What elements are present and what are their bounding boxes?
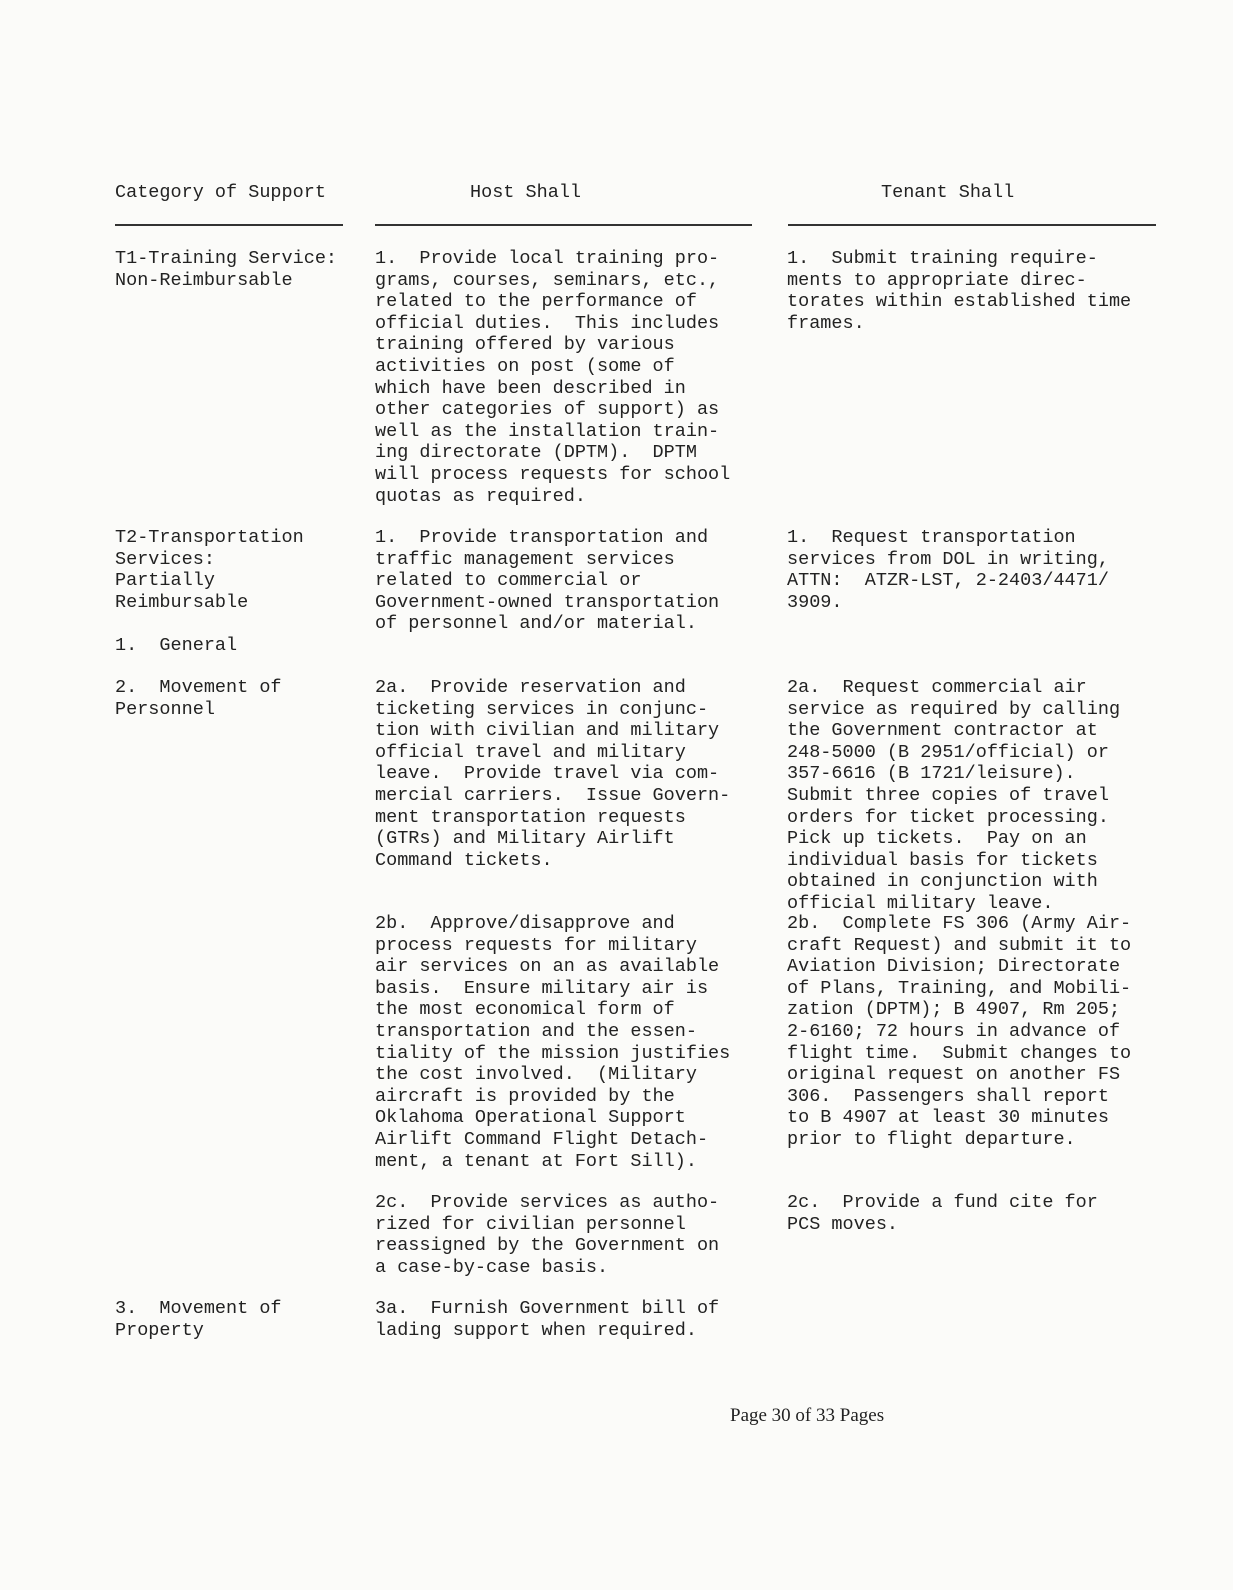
header-category-of-support: Category of Support: [115, 182, 326, 203]
header-rule-host: [375, 224, 752, 226]
header-rule-category: [115, 224, 343, 226]
row-2b-tenant: 2b. Complete FS 306 (Army Air- craft Request) and submit it to Aviation Division; Directorate of Plans, Training, and Mobili- zation (DPTM); B 4907, Rm 205; 2-6160; 72 hours in advance of flight time. Submit changes to original request on another FS 306. Passengers shall report to B 4907 at least 30 minutes prior to flight departure.: [787, 913, 1132, 1150]
row-t2-category: T2-Transportation Services: Partially Reimbursable 1. General: [115, 527, 304, 656]
row-t2-tenant: 1. Request transportation services from DOL in writing, ATTN: ATZR-LST, 2-2403/4471/ 3909.: [787, 527, 1109, 613]
row-2c-host: 2c. Provide services as autho- rized for civilian personnel reassigned by the Government on a case-by-case basis.: [375, 1192, 720, 1278]
row-t1-category: T1-Training Service: Non-Reimbursable: [115, 248, 338, 291]
row-3-category: 3. Movement of Property: [115, 1298, 282, 1341]
row-2a-tenant: 2a. Request commercial air service as required by calling the Government contractor at 248-5000 (B 2951/official) or 357-6616 (B 1721/leisure). Submit three copies of travel orders for ticket processing. Pick up tickets. Pay on an individual basis for tickets obtained in conjunction with official military leave.: [787, 677, 1121, 914]
header-host-shall: Host Shall: [470, 182, 582, 203]
row-t2-host: 1. Provide transportation and traffic management services related to commercial or Government-owned transportation of personnel and/or material.: [375, 527, 720, 635]
row-2-category: 2. Movement of Personnel: [115, 677, 282, 720]
header-tenant-shall: Tenant Shall: [881, 182, 1015, 203]
row-2c-tenant: 2c. Provide a fund cite for PCS moves.: [787, 1192, 1098, 1235]
row-2b-host: 2b. Approve/disapprove and process requests for military air services on an as available basis. Ensure military air is the most economical form of transportation and the essen- tiality of the mission justifies the cost involved. (Military aircraft is provided by the Oklahoma Operational Support Airlift Command Flight Detach- ment, a tenant at Fort Sill).: [375, 913, 731, 1172]
row-3a-host: 3a. Furnish Government bill of lading support when required.: [375, 1298, 720, 1341]
page-number: Page 30 of 33 Pages: [730, 1405, 885, 1426]
row-t1-tenant: 1. Submit training require- ments to appropriate direc- torates within established time frames.: [787, 248, 1132, 334]
header-rule-tenant: [788, 224, 1156, 226]
row-2a-host: 2a. Provide reservation and ticketing services in conjunc- tion with civilian and military official travel and military leave. Provide travel via com- mercial carriers. Issue Govern- ment transportation requests (GTRs) and Military Airlift Command tickets.: [375, 677, 731, 871]
row-t1-host: 1. Provide local training pro- grams, courses, seminars, etc., related to the performance of official duties. This includes training offered by various activities on post (some of which have been described in other categories of support) as well as the installation train- ing directorate (DPTM). DPTM will process requests for school quotas as required.: [375, 248, 731, 507]
